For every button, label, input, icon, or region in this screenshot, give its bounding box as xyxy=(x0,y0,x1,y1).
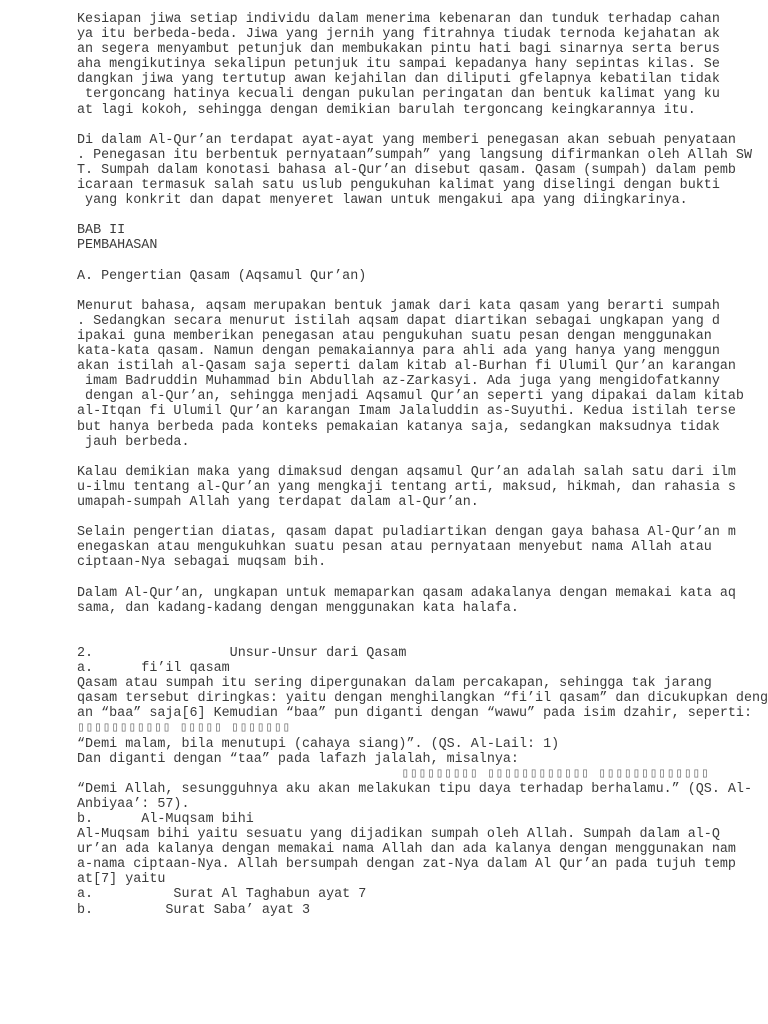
blank-line xyxy=(77,510,768,525)
text-line: imam Badruddin Muhammad bin Abdullah az-Zarkasyi. Ada juga yang mengidofatkanny xyxy=(77,374,720,390)
text-line: icaraan termasuk salah satu uslub pengukuhan kalimat yang diselingi dengan bukti xyxy=(77,178,720,194)
blank-line xyxy=(77,631,768,646)
text-line: qasam tersebut diringkas: yaitu dengan menghilangkan “fi’il qasam” dan dicukupkan deng xyxy=(77,691,768,707)
text-line: at lagi kokoh, sehingga dengan demikian barulah tergoncang keingkarannya itu. xyxy=(77,102,696,118)
text-line: b. Al-Muqsam bihi xyxy=(77,811,254,827)
text-line: but hanya berbeda pada konteks pemakaian katanya saja, sedangkan maksudnya tidak xyxy=(77,419,720,435)
text-line: at[7] yaitu xyxy=(77,872,166,888)
text-line: Kalau demikian maka yang dimaksud dengan aqsamul Qur’an adalah salah satu dari ilm xyxy=(77,464,736,480)
blank-line xyxy=(77,254,768,269)
text-line: kata-kata qasam. Namun dengan pemakaiannya para ahli ada yang hanya yang menggun xyxy=(77,344,720,360)
text-line: BAB II xyxy=(77,223,126,239)
text-line: PEMBAHASAN xyxy=(77,238,158,254)
text-line: Kesiapan jiwa setiap individu dalam menerima kebenaran dan tunduk terhadap cahan xyxy=(77,12,720,27)
text-line: Menurut bahasa, aqsam merupakan bentuk jamak dari kata qasam yang berarti sumpah xyxy=(77,298,720,314)
text-line: dangkan jiwa yang tertutup awan kejahilan dan diliputi gfelapnya kebatilan tidak xyxy=(77,72,720,88)
text-line: a-nama ciptaan-Nya. Allah bersumpah dengan zat-Nya dalam Al Qur’an pada tujuh temp xyxy=(77,857,736,873)
text-line: tergoncang hatinya kecuali dengan pukulan peringatan dan bentuk kalimat yang ku xyxy=(77,87,720,103)
text-line: ya itu berbeda-beda. Jiwa yang jernih yang fitrahnya tiudak ternoda kejahatan ak xyxy=(77,27,720,43)
text-line: ipakai guna memberikan penegasan atau pengukuhan suatu pesan dengan menggunakan xyxy=(77,328,712,344)
text-line: al-Itqan fi Ulumil Qur’an karangan Imam Jalaluddin as-Suyuthi. Kedua istilah terse xyxy=(77,404,736,420)
text-line: sama, dan kadang-kadang dengan menggunakan kata halafa. xyxy=(77,600,519,616)
arabic-text-line: ▯▯▯▯▯▯▯▯▯ ▯▯▯▯▯▯▯▯▯▯▯▯ ▯▯▯▯▯▯▯▯▯▯▯▯▯ xyxy=(77,766,710,782)
text-line: ciptaan-Nya sebagai muqsam bih. xyxy=(77,555,327,571)
text-line: Anbiyaa’: 57). xyxy=(77,796,190,812)
text-line: “Demi malam, bila menutupi (cahaya siang)”. (QS. Al-Lail: 1) xyxy=(77,736,560,752)
text-line: yang konkrit dan dapat menyeret lawan untuk mengakui apa yang diingkarinya. xyxy=(77,193,688,209)
text-line: an “baa” saja[6] Kemudian “baa” pun diganti dengan “wawu” pada isim dzahir, seperti: xyxy=(77,706,752,722)
text-line: u-ilmu tentang al-Qur’an yang mengkaji tentang arti, maksud, hikmah, dan rahasia s xyxy=(77,479,736,495)
text-line: ur’an ada kalanya dengan memakai nama Allah dan ada kalanya dengan menggunakan nam xyxy=(77,842,736,858)
text-line: 2. Unsur-Unsur dari Qasam xyxy=(77,645,407,661)
text-line: Di dalam Al-Qur’an terdapat ayat-ayat yang memberi penegasan akan sebuah penyataan xyxy=(77,132,736,148)
text-line: enegaskan atau mengukuhkan suatu pesan atau pernyataan menyebut nama Allah atau xyxy=(77,540,712,556)
text-line: dengan al-Qur’an, sehingga menjadi Aqsamul Qur’an seperti yang dipakai dalam kitab xyxy=(77,389,744,405)
document-body xyxy=(77,12,768,918)
text-line: A. Pengertian Qasam (Aqsamul Qur’an) xyxy=(77,268,367,284)
text-line: . Sedangkan secara menurut istilah aqsam dapat diartikan sebagai ungkapan yang d xyxy=(77,313,720,329)
text-line: an segera menyambut petunjuk dan membukakan pintu hati bagi sinarnya serta berus xyxy=(77,42,720,58)
text-line: a. fi’il qasam xyxy=(77,661,230,677)
text-line: “Demi Allah, sesungguhnya aku akan melakukan tipu daya terhadap berhalamu.” (QS. Al- xyxy=(77,781,752,797)
text-line: aha mengikutinya sekalipun petunjuk itu sampai kepadanya hany sepintas kilas. Se xyxy=(77,57,720,73)
blank-line xyxy=(77,616,768,631)
blank-line xyxy=(77,570,768,585)
text-line: a. Surat Al Taghabun ayat 7 xyxy=(77,887,367,903)
text-line: Qasam atau sumpah itu sering dipergunakan dalam percakapan, sehingga tak jarang xyxy=(77,676,712,692)
text-line: Dalam Al-Qur’an, ungkapan untuk memaparkan qasam adakalanya dengan memakai kata aq xyxy=(77,585,736,601)
blank-line xyxy=(77,284,768,299)
text-line: Al-Muqsam bihi yaitu sesuatu yang dijadikan sumpah oleh Allah. Sumpah dalam al-Q xyxy=(77,827,720,843)
arabic-text-line: ▯▯▯▯▯▯▯▯▯▯▯ ▯▯▯▯▯ ▯▯▯▯▯▯▯ xyxy=(77,721,291,737)
text-line: Selain pengertian diatas, qasam dapat puladiartikan dengan gaya bahasa Al-Qur’an m xyxy=(77,525,736,541)
text-line: b. Surat Saba’ ayat 3 xyxy=(77,902,311,918)
blank-line xyxy=(77,208,768,223)
text-line: umapah-sumpah Allah yang terdapat dalam al-Qur’an. xyxy=(77,495,479,510)
text-line: T. Sumpah dalam konotasi bahasa al-Qur’an disebut qasam. Qasam (sumpah) dalam pemb xyxy=(77,162,736,178)
blank-line xyxy=(77,450,768,465)
text-line: akan istilah al-Qasam saja seperti dalam kitab al-Burhan fi Ulumil Qur’an karangan xyxy=(77,359,736,375)
text-line: . Penegasan itu berbentuk pernyataan”sumpah” yang langsung difirmankan oleh Allah SW xyxy=(77,147,752,163)
blank-line xyxy=(77,118,768,133)
text-line: Dan diganti dengan “taa” pada lafazh jalalah, misalnya: xyxy=(77,751,519,767)
text-line: jauh berbeda. xyxy=(77,434,190,450)
